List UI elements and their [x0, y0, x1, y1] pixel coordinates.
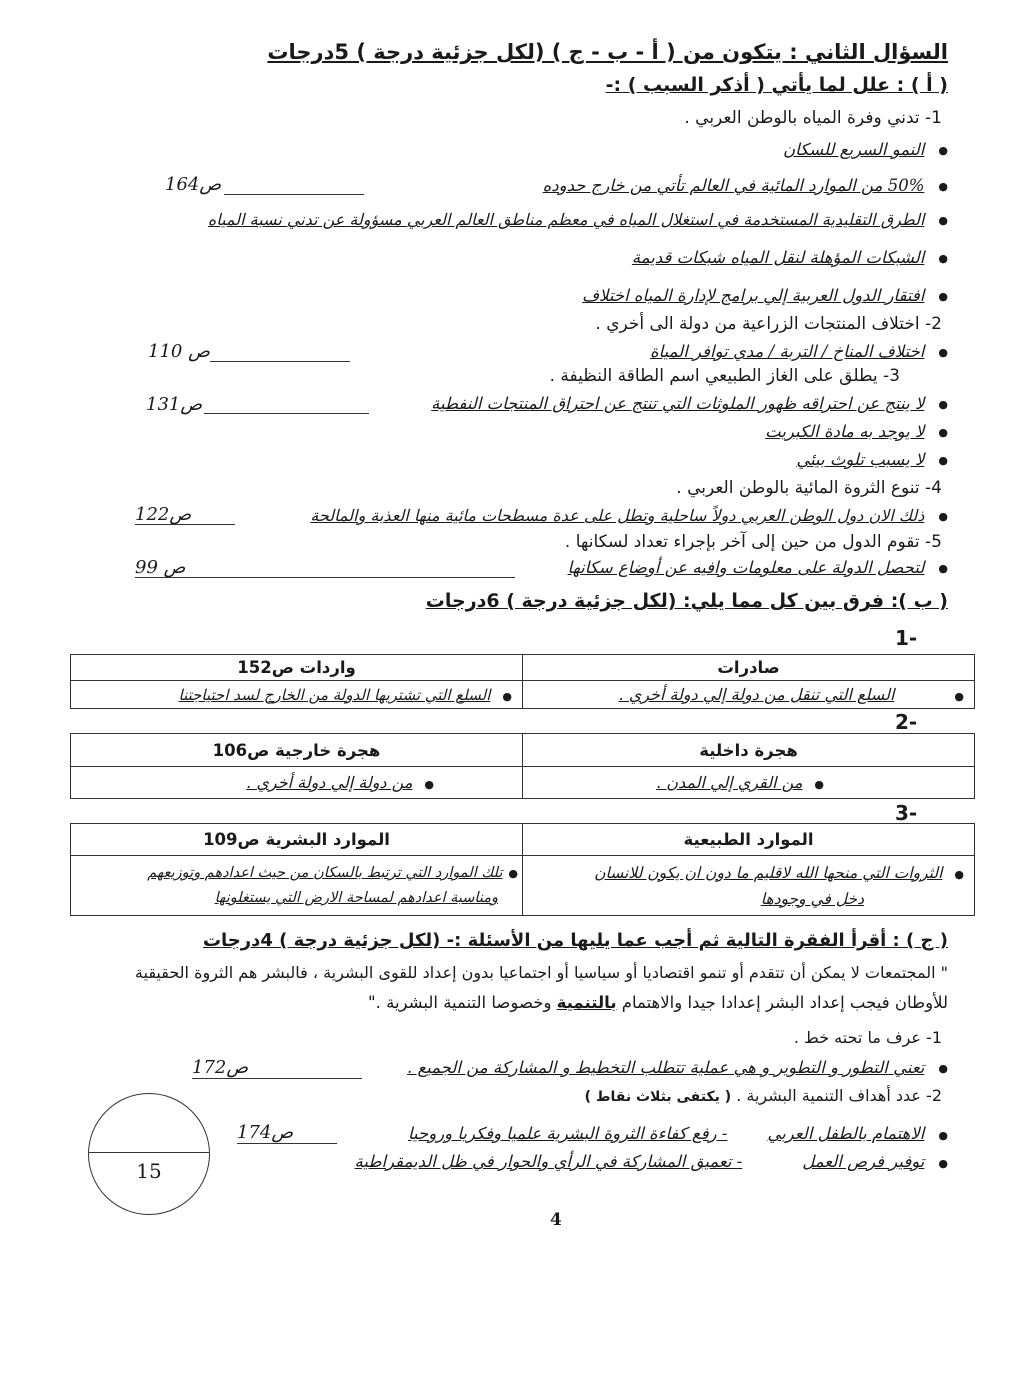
part-c-q2-row-1: ●الاهتمام بالطفل العربي- رفع كفاءة الثروة البشرية علميا وفكريا وروحيا	[408, 1124, 948, 1143]
table-2-right-head: هجرة داخلية	[523, 734, 975, 767]
note: ( يكتفى بثلاث نقاط )	[584, 1089, 732, 1105]
page-ref-131: ص131	[146, 394, 203, 415]
table-exports-imports	[70, 654, 975, 709]
part-a-q1-answer-1: ● النمو السريع للسكان	[783, 142, 948, 159]
score-circle	[88, 1093, 210, 1215]
table-1-right-cell: ●السلع التي تنقل من دولة إلي دولة أخري .	[523, 681, 975, 709]
ref-line	[224, 194, 364, 195]
table-3-right-cell: ●الثروات التي منحها الله لاقليم ما دون ان يكون للانسان دخل في وجودها	[523, 856, 975, 916]
table-1-right-head: صادرات	[523, 655, 975, 681]
part-c-q1: 1- عرف ما تحته خط .	[793, 1028, 942, 1047]
part-a-q4-answer-1: ● ذلك الان دول الوطن العربي دولاً ساحلية وتطل على عدة مسطحات مائية منها العذبة والمالحة	[310, 508, 948, 524]
table-3-number: 3-	[895, 801, 918, 825]
part-a-title: ( أ ) : علل لما يأتي ( أذكر السبب ) :-	[605, 74, 948, 96]
paragraph-line-2: للأوطان فيجب إعداد البشر إعدادا جيدا والاهتمام بالتنمية وخصوصا التنمية البشرية ."	[368, 993, 948, 1012]
part-a-q5-answer-1: ● لتحصل الدولة على معلومات وافيه عن أوضاع سكانها	[568, 560, 948, 577]
ref-line	[210, 361, 350, 362]
table-resources	[70, 823, 975, 916]
table-2-left-head: هجرة خارجية ص106	[71, 734, 523, 767]
part-a-q1: 1- تدني وفرة المياه بالوطن العربي .	[684, 108, 942, 128]
part-a-q2-answer-1: ● اختلاف المناخ / التربة / مدي توافر المياة	[650, 344, 948, 361]
table-3-left-head: الموارد البشرية ص109	[71, 824, 523, 856]
ref-line	[135, 524, 235, 525]
question-title: السؤال الثاني : يتكون من ( أ - ب - ج ) (لكل جزئية درجة ) 5درجات	[267, 40, 948, 64]
page-ref-99: ص 99	[135, 557, 186, 578]
underlined-term: بالتنمية	[556, 993, 617, 1012]
table-migration	[70, 733, 975, 799]
page-ref-110: ص 110	[148, 341, 210, 362]
paragraph-line-1: " المجتمعات لا يمكن أن تتقدم أو تنمو اقتصاديا أو سياسيا أو اجتماعيا بدون إعداد للقوى البشرية ، فالبشر هم الثروة الحقيقية	[134, 963, 948, 982]
table-3-left-cell: ●تلك الموارد التي ترتبط بالسكان من حيث اعدادهم وتوزيعهم ومناسبة اعدادهم لمساحة الارض التي يستغلونها	[71, 856, 523, 916]
ref-line	[135, 577, 515, 578]
table-1-left-cell: ●السلع التي تشتريها الدولة من الخارج لسد احتياجتنا	[71, 681, 523, 709]
page-ref-164: ص164	[165, 174, 222, 195]
table-1-number: 1-	[895, 626, 918, 650]
table-2-number: 2-	[895, 710, 918, 734]
score-value: 15	[136, 1159, 162, 1183]
score-divider	[89, 1152, 209, 1153]
part-b-title: ( ب ): فرق بين كل مما يلي: (لكل جزئية درجة ) 6درجات	[425, 590, 948, 612]
part-c-paragraph	[68, 958, 948, 1018]
table-1-left-head: واردات ص152	[71, 655, 523, 681]
part-a-q5: 5- تقوم الدول من حين إلى آخر بإجراء تعداد لسكانها .	[564, 532, 942, 552]
page-ref-122: ص122	[135, 504, 192, 525]
part-a-q4: 4- تنوع الثروة المائية بالوطن العربي .	[676, 478, 942, 498]
page-ref-172: ص172	[192, 1057, 249, 1078]
part-c-q2-row-2: ●توفير فرص العمل- تعميق المشاركة في الرأي والحوار في ظل الديمقراطية	[354, 1152, 948, 1171]
part-a-q3: 3- يطلق على الغاز الطبيعي اسم الطاقة النظيفة .	[549, 366, 900, 386]
table-2-left-cell: ●من دولة إلي دولة أخري .	[71, 767, 523, 799]
ref-line	[237, 1143, 337, 1144]
part-c-q2: 2- عدد أهداف التنمية البشرية . ( يكتفى بثلاث نقاط )	[584, 1086, 942, 1105]
ref-line	[204, 413, 369, 414]
part-c-q1-answer: ● تعني التطور و التطوير و هي عملية تتطلب التخطيط و المشاركة من الجميع .	[407, 1060, 948, 1077]
part-c-title: ( ج ) : أقرأ الفقرة التالية ثم أجب عما يليها من الأسئلة :- (لكل جزئية درجة ) 4درجات	[202, 930, 948, 951]
part-a-q1-answer-5: ● افتقار الدول العربية إلي برامج لإدارة المياه اختلاف	[582, 288, 948, 305]
part-a-q1-answer-4: ● الشبكات المؤهلة لنقل المياه شبكات قديمة	[632, 250, 948, 267]
part-a-q3-answer-1: ● لا ينتج عن احتراقه ظهور الملوثات التي تنتج عن احتراق المنتجات النفطية	[431, 396, 948, 413]
part-a-q1-answer-2: ● 50% من الموارد المائية في العالم تأتي من خارج حدوده	[543, 178, 948, 195]
page-number: 4	[550, 1210, 562, 1230]
part-a-q3-answer-2: ● لا يوجد به مادة الكبريت	[765, 424, 948, 441]
page-ref-174: ص174	[237, 1122, 294, 1143]
part-a-q2: 2- اختلاف المنتجات الزراعية من دولة الى أخري .	[595, 314, 942, 334]
part-a-q1-answer-3: ● الطرق التقليدية المستخدمة في استغلال المياه في معظم مناطق العالم العربي مسؤولة عن تدني نسبة المياه	[208, 212, 948, 228]
table-2-right-cell: ●من القري إلي المدن .	[523, 767, 975, 799]
table-3-right-head: الموارد الطبيعية	[523, 824, 975, 856]
part-a-q3-answer-3: ● لا يسبب تلوث بيئي	[796, 452, 948, 469]
ref-line	[192, 1078, 362, 1079]
